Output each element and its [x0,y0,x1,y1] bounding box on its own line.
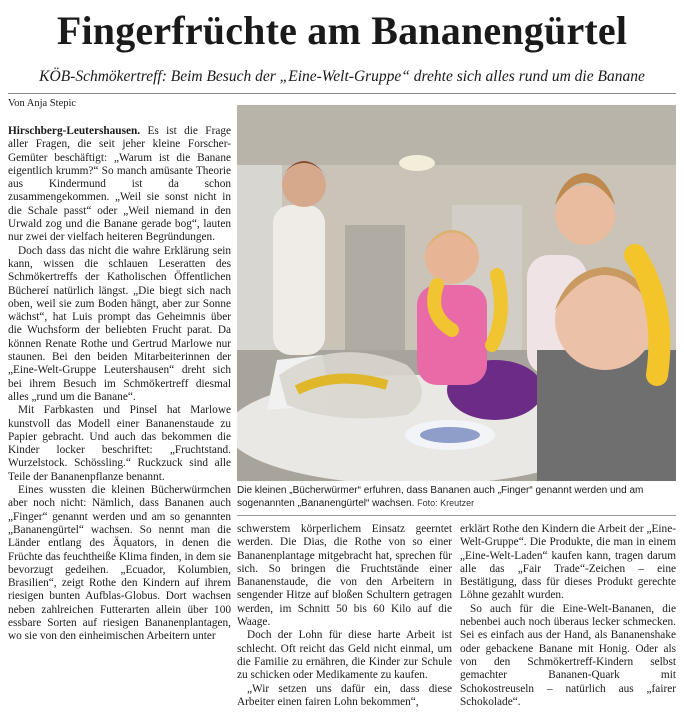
paragraph: erklärt Rothe den Kindern die Arbeit der „Eine-Welt-Gruppe“. Die Produkte, die man in einem „Eine-Welt-Laden“ kaufen kann, tragen darum alle das „Fair Trade“-Zeichen – eine Bestätigung, dass für dieses Produkt gerechte Löhne gezahlt wurden. [460,523,676,602]
dateline: Hirschberg-Leutershausen. [8,125,141,137]
paragraph: Doch der Lohn für diese harte Arbeit ist schlecht. Oft reicht das Geld nicht einmal, um die Familie zu ernähren, die Kinder zur Schule zu schicken oder Medikamente zu kaufen. [237,629,452,682]
photo-illustration [237,105,676,481]
paragraph-text: Es ist die Frage aller Fragen, die seit jeher kleine Forscher-Gemüter beschäftigt: „Warum ist die Banane eigentlich krumm?“ So manch amüsante Theorie aus Kindermund ist da schon zusammengekommen. „Weil sie sonst nicht in die Schale passt“ oder „Weil niemand in den Urwald zog und die Banane gerade bog“, lauten nur zwei der vielfach heiteren Begründungen. [8,125,232,244]
headline: Fingerfrüchte am Bananengürtel [56,8,628,53]
paragraph: „Wir setzen uns dafür ein, dass diese Arbeiter einen fairen Lohn bekommen“, [237,682,452,708]
caption-divider [237,515,676,516]
photo-caption [237,484,676,510]
paragraph: schwerstem körperlichem Einsatz geerntet werden. Die Dias, die Rothe von so einer Bananenplantage mitgebracht hat, sprechen für sich. So bringen die Fruchtstände einer Bananenstaude, die von den Arbeitern in sengender Hitze auf bloßen Schultern getragen werden, im Schnitt 50 bis 60 Kilo auf die Waage. [237,523,452,629]
article-column-2 [237,523,452,709]
header-divider [8,93,676,94]
article-column-3 [460,523,676,709]
paragraph: So auch für die Eine-Welt-Bananen, die nebenbei auch noch überaus lecker schmecken. Sei es einfach aus der Hand, als Bananenshake oder gebackene Banane mit Honig. Oder als von den Schmökertreff-Kindern selbst gemachter Bananen-Quark mit Schokostreuseln – natürlich aus „fairer Schokolade“. [460,602,676,708]
paragraph [8,125,231,245]
paragraph: Mit Farbkasten und Pinsel hat Marlowe kunstvoll das Modell einer Bananenstaude zu Papier gebracht. Und auch das bekommen die Kinder locker beschriftet: „Fruchtstand. Wurzelstock. Schössling.“ Ruckzuck sind alle Teile der Bananenpflanze benannt. [8,404,231,483]
paragraph: Eines wussten die kleinen Bücherwürmchen aber noch nicht: Nämlich, dass Bananen auch „Finger“ genannt werden und am so genannten „Bananengürtel“ wachsen. So nennt man die Länder entlang des Äquators, in denen die Früchte das feuchtheiße Klima finden, in dem sie bevorzugt gedeihen. „Ecuador, Kolumbien, Brasilien“, zeigt Rothe den Kindern auf ihrem riesigen bunten Aufblas-Globus. Dort wachsen neben zahlreichen Futterarten allein über 100 essbare Sorten auf riesigen Bananenplantagen, wo sie von den einheimischen Arbeitern unter [8,484,231,643]
article-photo [237,105,676,481]
paragraph: Doch dass das nicht die wahre Erklärung sein kann, wissen die schlauen Leseratten des Schmökertreffs der Katholischen Öffentlichen Büchereí natürlich längst. „Die biegt sich nach oben, weil sie zum Boden hängt, aber zur Sonne wächst“, hat Luis prompt das Geheimnis über die Wuchsform der beliebten Frucht parat. Da können Renate Rothe und Gertrud Marlowe nur staunen. Bei den beiden Mitarbeiterinnen der „Eine-Welt-Gruppe Leutershausen“ dreht sich bei ihrem Besuch im Schmökertreff diesmal alles „rund um die Banane“. [8,244,231,403]
article-column-1 [8,125,231,644]
byline: Von Anja Stepic [8,98,77,109]
subheadline: KÖB-Schmökertreff: Beim Besuch der „Eine-Welt-Gruppe“ drehte sich alles rund um die Banane [39,68,645,85]
photo-credit: Foto: Kreutzer [417,498,475,508]
caption-text: Die kleinen „Bücherwürmer“ erfuhren, dass Bananen auch „Finger“ genannt werden und am sogenannten „Bananengürtel“ wachsen. [237,485,644,509]
